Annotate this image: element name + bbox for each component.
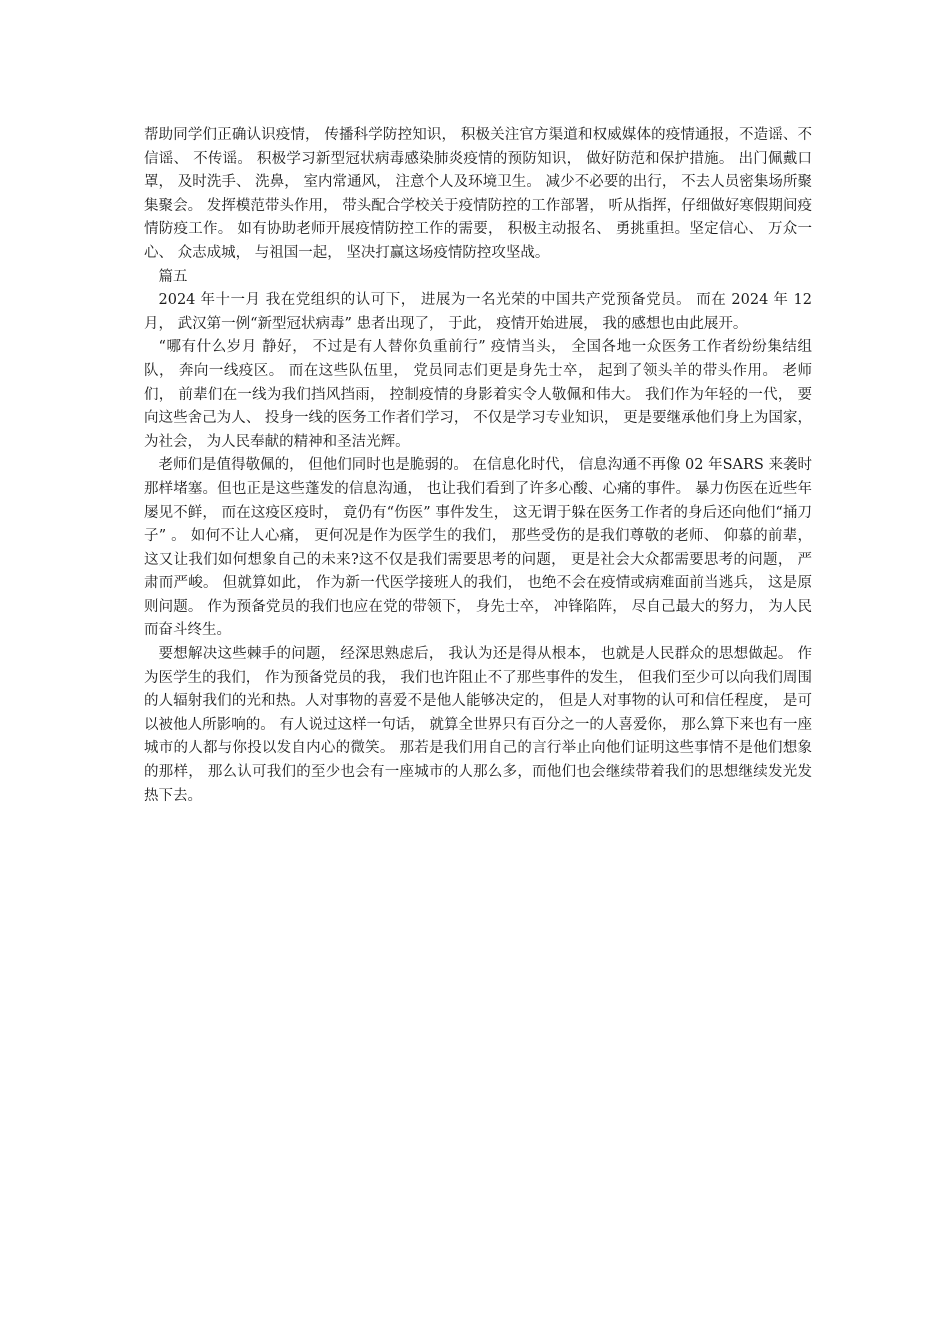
paragraph-teachers: 老师们是值得敬佩的， 但他们同时也是脆弱的。 在信息化时代， 信息沟通不再像 02 年SARS 来袭时那样堵塞。但也正是这些蓬发的信息沟通， 也让我们看到了许多心酸、心痛的事件。 暴力伤医在近些年屡见不鲜， 而在这疫区疫时， 竟仍有“伤医” 事件发生， 这无谓于躲在医务工作者的身后还向他们“捅刀子” 。 如何不让人心痛， 更何况是作为医学生的我们， 那些受伤的是我们尊敬的老师、 仰慕的前辈， 这又让我们如何想象自己的未来?这不仅是我们需要思考的问题， 更是社会大众都需要思考的问题， 严肃而严峻。 但就算如此， 作为新一代医学接班人的我们， 也绝不会在疫情或病难面前当逃兵， 这是原则问题。 作为预备党员的我们也应在党的带领下， 身先士卒， 冲锋陷阵， 尽自己最大的努力， 为人民而奋斗终生。: [144, 457, 812, 639]
paragraph-solution: 要想解决这些棘手的问题， 经深思熟虑后， 我认为还是得从根本， 也就是人民群众的思想做起。 作为医学生的我们， 作为预备党员的我， 我们也许阻止不了那些事件的发生， 但我们至少可以向我们周围的人辐射我们的光和热。人对事物的喜爱不是他人能够决定的， 但是人对事物的认可和信任程度， 是可以被他人所影响的。 有人说过这样一句话， 就算全世界只有百分之一的人喜爱你， 那么算下来也有一座城市的人都与你投以发自内心的微笑。 那若是我们用自己的言行举止向他们证明这些事情不是他们想象的那样， 那么认可我们的至少也会有一座城市的人那么多，而他们也会继续带着我们的思想继续发光发热下去。: [144, 646, 812, 804]
paragraph-medical-workers: “哪有什么岁月 静好， 不过是有人替你负重前行” 疫情当头， 全国各地一众医务工作者纷纷集结组队， 奔向一线疫区。 而在这些队伍里， 党员同志们更是身先士卒， 起到了领头羊的带头作用。 老师们， 前辈们在一线为我们挡风挡雨， 控制疫情的身影着实令人敬佩和伟大。 我们作为年轻的一代， 要向这些舍己为人、 投身一线的医务工作者们学习， 不仅是学习专业知识， 更是要继承他们身上为国家， 为社会， 为人民奉献的精神和圣洁光辉。: [144, 339, 812, 450]
document-page: [144, 124, 812, 808]
section-heading: 篇五: [158, 268, 188, 285]
paragraph-party-member: 2024 年十一月 我在党组织的认可下， 进展为一名光荣的中国共产党预备党员。 而在 2024 年 12 月， 武汉第一例“新型冠状病毒” 患者出现了， 于此， 疫情开始进展， 我的感想也由此展开。: [144, 292, 812, 332]
paragraph-epidemic-prevention: 帮助同学们正确认识疫情， 传播科学防控知识， 积极关注官方渠道和权威媒体的疫情通报，不造谣、不信谣、 不传谣。 积极学习新型冠状病毒感染肺炎疫情的预防知识， 做好防范和保护措施。 出门佩戴口罩， 及时洗手、 洗鼻， 室内常通风， 注意个人及环境卫生。 减少不必要的出行， 不去人员密集场所聚集聚会。 发挥模范带头作用， 带头配合学校关于疫情防控的工作部署， 听从指挥，仔细做好寒假期间疫情防疫工作。 如有协助老师开展疫情防控工作的需要， 积极主动报名、 勇挑重担。坚定信心、 万众一心、 众志成城， 与祖国一起， 坚决打赢这场疫情防控攻坚战。: [144, 127, 812, 261]
